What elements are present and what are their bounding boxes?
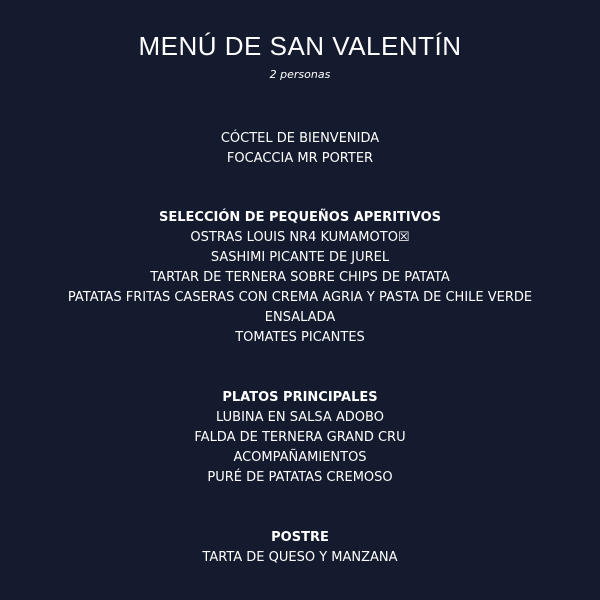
menu-item: TARTA DE QUESO Y MANZANA <box>202 550 398 565</box>
menu-item: TOMATES PICANTES <box>235 330 365 345</box>
section-heading-appetizers: SELECCIÓN DE PEQUEÑOS APERITIVOS <box>159 210 441 225</box>
menu-item: TARTAR DE TERNERA SOBRE CHIPS DE PATATA <box>150 270 450 285</box>
menu-item: CÓCTEL DE BIENVENIDA <box>220 131 380 146</box>
menu-title: MENÚ DE SAN VALENTÍN <box>138 31 462 61</box>
section-heading-dessert: POSTRE <box>271 530 329 545</box>
menu-item: FALDA DE TERNERA GRAND CRU <box>194 430 406 445</box>
mains-section <box>0 388 600 488</box>
menu-item: LUBINA EN SALSA ADOBO <box>216 410 384 425</box>
section-heading-mains: PLATOS PRINCIPALES <box>222 390 378 405</box>
menu-item: OSTRAS LOUIS NR4 KUMAMOTO☒ <box>190 230 410 245</box>
menu-item: SASHIMI PICANTE DE JUREL <box>210 250 390 265</box>
menu-item: ENSALADA <box>264 310 336 325</box>
menu-item: PURÉ DE PATATAS CREMOSO <box>207 470 393 485</box>
dessert-section <box>0 528 600 568</box>
menu-item: ACOMPAÑAMIENTOS <box>233 450 367 465</box>
menu-item: PATATAS FRITAS CASERAS CON CREMA AGRIA Y PASTA DE CHILE VERDE <box>67 290 533 305</box>
welcome-section <box>0 129 600 169</box>
menu-item: FOCACCIA MR PORTER <box>226 151 374 166</box>
appetizers-section <box>0 208 600 348</box>
menu-subtitle: 2 personas <box>269 68 331 81</box>
